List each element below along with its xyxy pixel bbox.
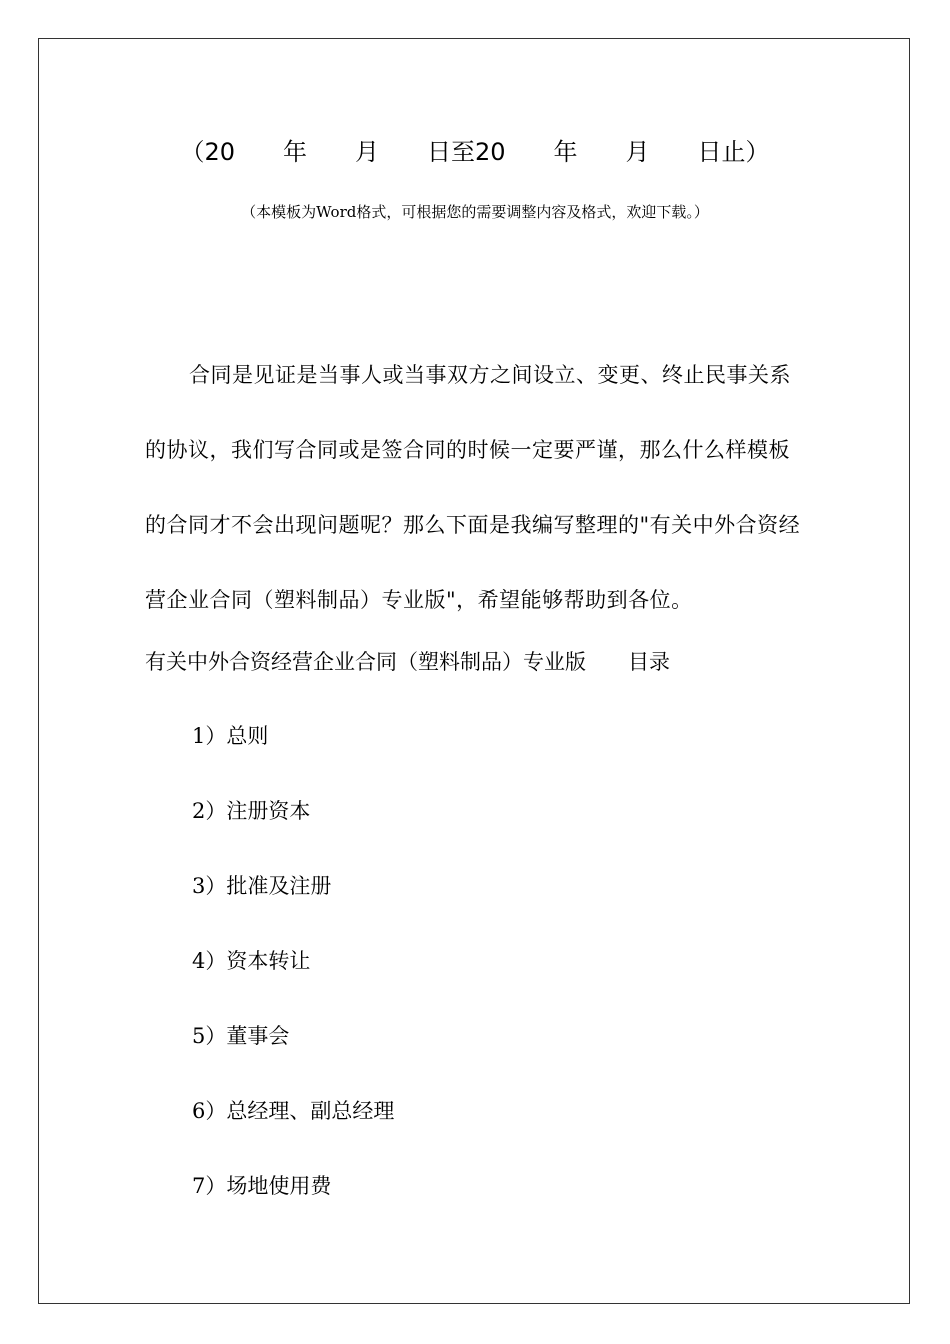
toc-item: 4）资本转让 [192, 949, 311, 973]
intro-paragraph: 合同是见证是当事人或当事双方之间设立、变更、终止民事关系的协议，我们写合同或是签合同的时候一定要严谨，那么什么样模板的合同才不会出现问题呢？那么下面是我编写整理的"有关中外合资经营企业合同（塑料制品）专业版"，希望能够帮助到各位。 [145, 363, 801, 612]
toc-heading: 有关中外合资经营企业合同（塑料制品）专业版 目录 [145, 650, 670, 674]
toc-item: 5）董事会 [192, 1024, 290, 1048]
toc-list [192, 718, 394, 1243]
toc-item: 2）注册资本 [192, 799, 311, 823]
toc-item: 6）总经理、副总经理 [192, 1099, 395, 1123]
toc-item: 1）总则 [192, 724, 269, 748]
date-range-line: （20 年 月 日至20 年 月 日止） [180, 138, 770, 166]
toc-item: 7）场地使用费 [192, 1174, 332, 1198]
toc-item: 3）批准及注册 [192, 874, 332, 898]
template-note: （本模板为Word格式，可根据您的需要调整内容及格式，欢迎下载。） [241, 203, 709, 221]
